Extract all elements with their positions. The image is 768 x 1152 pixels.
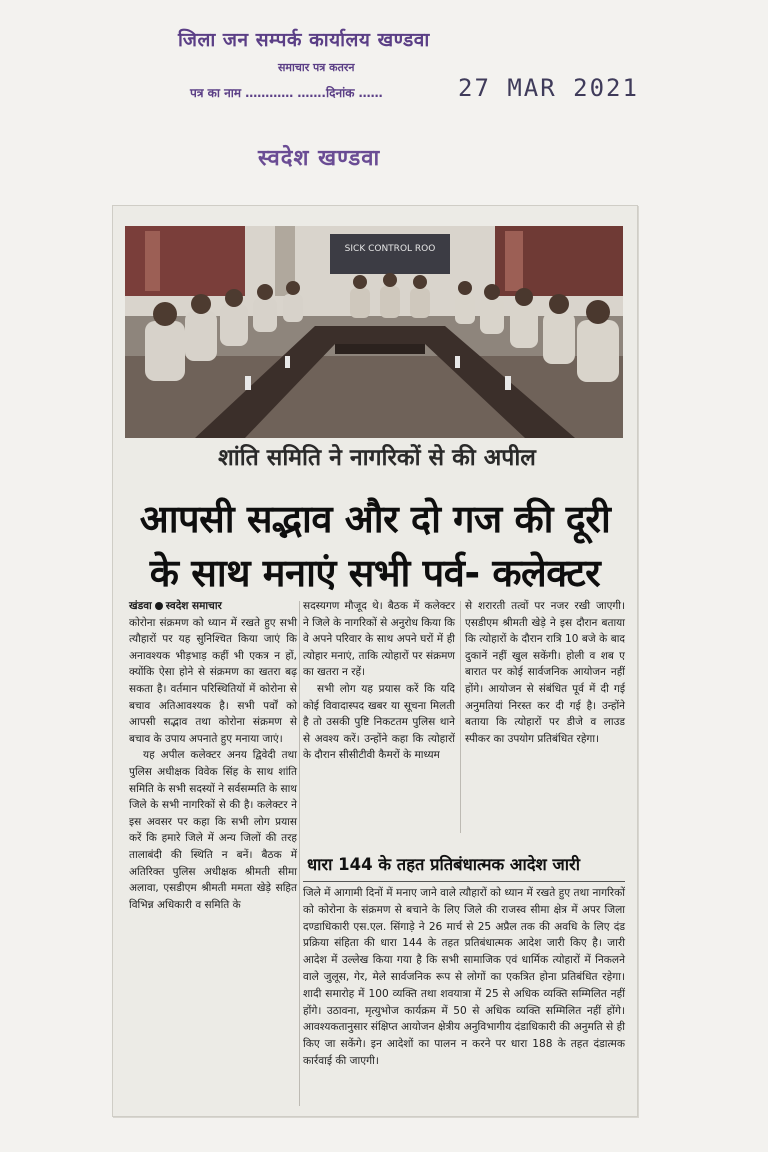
- article-headline-line1: आपसी सद्भाव और दो गज की दूरी: [139, 497, 611, 541]
- meeting-photo-image: [125, 226, 623, 438]
- article-column-1: [129, 598, 297, 913]
- office-stamp: [0, 0, 768, 200]
- stamp-subtitle: समाचार पत्र कतरन: [278, 61, 355, 74]
- article-subheadline: शांति समिति ने नागरिकों से की अपील: [218, 445, 536, 471]
- stamp-date: 27 MAR 2021: [458, 74, 639, 102]
- article-column-2: [303, 598, 455, 764]
- stamp-newspaper-name: स्वदेश खण्डवा: [258, 146, 381, 171]
- column-divider: [460, 601, 461, 833]
- article-source: स्वदेश समाचार: [165, 600, 222, 612]
- stamp-name-line: पत्र का नाम ………… …….दिनांक ……: [190, 86, 383, 100]
- stamp-office-name: जिला जन सम्पर्क कार्यालय खण्डवा: [178, 29, 430, 51]
- meeting-photo: [125, 226, 623, 438]
- col1-paragraph-1: कोरोना संक्रमण को ध्यान में रखते हुए सभी त्यौहारों पर यह सुनिश्चित किया जाएं कि अनावश्यक भीड़भाड़ कहीं भी एकत्र न हों, क्योंकि ऐसा होने से संक्रमण का खतरा बढ़ सकता है। वर्तमान परिस्थितियों में कोरोना से बचाव अतिआवश्यक है। सभी पर्वों को आपसी सद्भाव तथा कोरोना संक्रमण से बचाव के उपाय अपनाते हुए मनाया जाएं।: [129, 616, 297, 745]
- column-divider: [299, 601, 300, 1106]
- box-text: जिले में आगामी दिनों में मनाए जाने वाले त्यौहारों को ध्यान में रखते हुए तथा नागरिकों को कोरोना के संक्रमण से बचाने के लिए जिले की राजस्व सीमा क्षेत्र में अपर जिला दण्डाधिकारी एस.एल. सिंगाड़े ने 26 मार्च से 25 अप्रैल तक की अवधि के लिए दंड प्रक्रिया संहिता की धारा 144 के तहत प्रतिबंधात्मक आदेश जारी किए है। जारी आदेश में उल्लेख किया गया है कि सभी सामाजिक एवं धार्मिक त्योहारों में निकलने वाले जुलूस, गेर, मेले सार्वजनिक रूप से लोगों का एकत्रित होना प्रतिबंधित रहेगा। शादी समारोह में 100 व्यक्ति तथा शवयात्रा में 25 से अधिक व्यक्ति सम्मिलित नहीं होंगे। उठावना, मृत्युभोज कार्यक्रम में 50 से अधिक व्यक्ति सम्मिलित नहीं होंगे। आवश्यकतानुसार संक्षिप्त आयोजन क्षेत्रीय अनुविभागीय दंडाधिकारी की अनुमति से ही किए जा सकेंगे। इन आदेशों का पालन न करने पर धारा 188 के तहत दंडात्मक कार्रवाई की जाएगी।: [303, 887, 625, 1067]
- article-dateline: खंडवा: [129, 600, 152, 612]
- box-heading: धारा 144 के तहत प्रतिबंधात्मक आदेश जारी: [303, 851, 625, 882]
- col3-paragraph-1: से शरारती तत्वों पर नजर रखी जाएगी। एसडीएम श्रीमती खेड़े ने इस दौरान बताया कि त्योहारों के दौरान रात्रि 10 बजे के बाद दुकानें नहीं खुल सकेंगी। होली व शब ए बारात पर कोई सार्वजनिक आयोजन नहीं होंगे। आयोजन से संबंधित पूर्व में दी गई अनुमतियां निरस्त कर दी गई है। उन्होंने बताया कि त्योहारों पर डीजे व लाउड स्पीकर का उपयोग प्रतिबंधित रहेगा।: [465, 600, 625, 745]
- article-column-3: [465, 598, 625, 747]
- bullet-icon: [155, 602, 163, 610]
- newspaper-clipping: [112, 205, 638, 1117]
- section-144-box: [303, 851, 625, 1070]
- col1-paragraph-2: यह अपील कलेक्टर अनय द्विवेदी तथा पुलिस अधीक्षक विवेक सिंह के साथ शांति समिति के सभी सदस्यों ने सर्वसम्मति के साथ जिले के सभी नागरिकों से की है। कलेक्टर ने इस अवसर पर कहा कि सभी लोग प्रयास करें कि हमारे जिले में अन्य जिलों की तरह तालाबंदी की स्थिति न बनें। बैठक में अतिरिक्त पुलिस अधीक्षक श्रीमती सीमा अलावा, एसडीएम श्रीमती ममता खेड़े सहित विभिन्न अधिकारी व समिति के: [129, 749, 297, 911]
- col2-paragraph-2: सभी लोग यह प्रयास करें कि यदि कोई विवादास्पद खबर या सूचना मिलती है तो उसकी पुष्टि निकटतम पुलिस थाने से अवश्य करें। उन्होंने कहा कि त्योहारों के दौरान सीसीटीवी कैमरों के माध्यम: [303, 682, 455, 762]
- article-headline-line2: के साथ मनाएं सभी पर्व- कलेक्टर: [149, 551, 601, 595]
- col2-paragraph-1: सदस्यगण मौजूद थे। बैठक में कलेक्टर ने जिले के नागरिकों से अनुरोध किया कि वे अपने परिवार के साथ अपने घरों में ही त्योहार मनाएं, ताकि त्योहारों पर संक्रमण का खतरा न रहें।: [303, 600, 455, 679]
- photo-banner-text: SICK CONTROL ROO: [344, 244, 436, 254]
